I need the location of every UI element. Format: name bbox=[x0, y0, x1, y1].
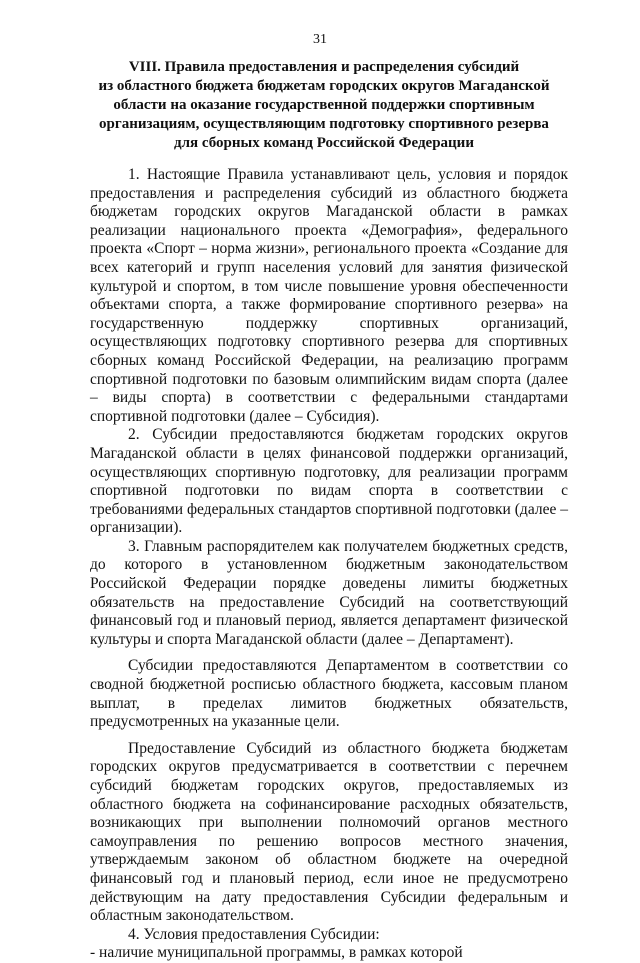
paragraph-5: Предоставление Субсидий из областного бюджета бюджетам городских округов предусматривается в соответствии с перечнем субсидий бюджетам городских округов, предоставляемых из областного бюджета на софинансирование расходных обязательств, возникающих при выполнении полномочий органов местного самоуправления по решению вопросов местного значения, утверждаемым законом об областном бюджете на очередной финансовый год и плановый период, если иное не предусмотрено действующим на дату предоставления Субсидии федеральным и областным законодательством. bbox=[90, 739, 568, 925]
section-title-line: организациям, осуществляющим подготовку спортивного резерва bbox=[99, 116, 549, 132]
paragraph-3: 3. Главным распорядителем как получателем бюджетных средств, до которого в установленном бюджетным законодательством Российской Федерации порядке доведены лимиты бюджетных обязательств на предоставление Субсидий на соответствующий финансовый год и плановый период, является департамент физической культуры и спорта Магаданской области (далее – Департамент). bbox=[90, 537, 568, 648]
paragraph-2: 2. Субсидии предоставляются бюджетам городских округов Магаданской области в целях финансовой поддержки организаций, осуществляющих спортивную подготовку, для реализации программ спортивной подготовки по видам спорта в соответствии с требованиями федеральных стандартов спортивной подготовки (далее – организации). bbox=[90, 426, 568, 537]
section-title-line: из областного бюджета бюджетам городских округов Магаданской bbox=[98, 78, 550, 94]
list-item: - наличие муниципальной программы, в рамках которой bbox=[90, 944, 463, 962]
paragraph-6: 4. Условия предоставления Субсидии: bbox=[128, 925, 380, 943]
section-title bbox=[90, 58, 558, 153]
section-title-line: для сборных команд Российской Федерации bbox=[174, 135, 474, 151]
paragraph-1: 1. Настоящие Правила устанавливают цель, условия и порядок предоставления и распределения субсидий из областного бюджета бюджетам городских округов Магаданской области в рамках реализации национального проекта «Демография», федерального проекта «Спорт – норма жизни», регионального проекта «Создание для всех категорий и групп населения условий для занятия физической культурой и спортом, в том числе повышение уровня обеспеченности объектами спорта, а также формирование спортивного резерва» на государственную поддержку спортивных организаций, осуществляющих подготовку спортивного резерва для спортивных сборных команд Российской Федерации, на реализацию программ спортивной подготовки по базовым олимпийским видам спорта (далее – виды спорта) в соответствии с федеральными стандартами спортивной подготовки (далее – Субсидия). bbox=[90, 166, 568, 425]
paragraph-4: Субсидии предоставляются Департаментом в соответствии со сводной бюджетной росписью областного бюджета, кассовым планом выплат, в пределах лимитов бюджетных обязательств, предусмотренных на указанные цели. bbox=[90, 657, 568, 731]
page-number: 31 bbox=[313, 32, 327, 47]
section-title-line: VIII. Правила предоставления и распределения субсидий bbox=[128, 59, 520, 75]
document-body bbox=[90, 166, 568, 963]
section-title-line: области на оказание государственной поддержки спортивным bbox=[113, 97, 535, 113]
